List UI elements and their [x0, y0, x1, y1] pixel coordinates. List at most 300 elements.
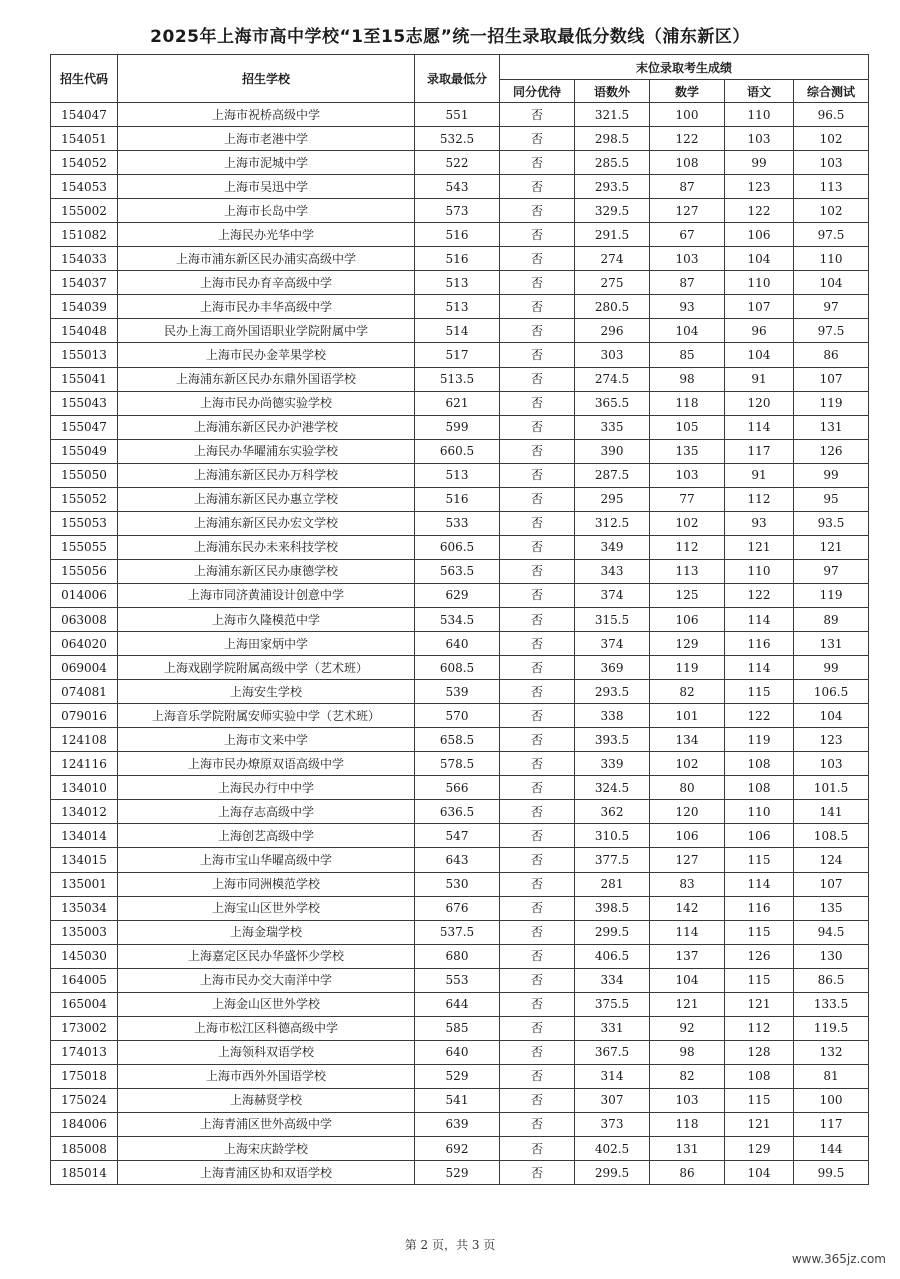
cell-math: 100	[650, 103, 725, 127]
cell-tie: 否	[500, 656, 575, 680]
cell-chinese: 115	[725, 968, 794, 992]
cell-code: 014006	[51, 583, 118, 607]
cell-yushuwai: 402.5	[575, 1137, 650, 1161]
cell-comprehensive: 107	[794, 367, 869, 391]
cell-min-score: 660.5	[415, 439, 500, 463]
cell-school: 上海市同洲模范学校	[118, 872, 415, 896]
cell-chinese: 121	[725, 535, 794, 559]
cell-school: 上海市民办丰华高级中学	[118, 295, 415, 319]
cell-comprehensive: 103	[794, 752, 869, 776]
cell-min-score: 534.5	[415, 607, 500, 631]
cell-school: 上海宝山区世外学校	[118, 896, 415, 920]
table-row	[51, 559, 869, 583]
table-row	[51, 199, 869, 223]
cell-code: 134015	[51, 848, 118, 872]
cell-code: 155013	[51, 343, 118, 367]
cell-school: 上海民办华曜浦东实验学校	[118, 439, 415, 463]
table-row	[51, 295, 869, 319]
cell-school: 上海市文来中学	[118, 728, 415, 752]
cell-tie: 否	[500, 151, 575, 175]
cell-min-score: 529	[415, 1064, 500, 1088]
cell-min-score: 692	[415, 1137, 500, 1161]
cell-math: 106	[650, 607, 725, 631]
table-row	[51, 487, 869, 511]
table-row	[51, 415, 869, 439]
cell-school: 上海浦东民办未来科技学校	[118, 535, 415, 559]
cell-code: 164005	[51, 968, 118, 992]
cell-school: 上海浦东新区民办东鼎外国语学校	[118, 367, 415, 391]
cell-tie: 否	[500, 704, 575, 728]
cell-min-score: 621	[415, 391, 500, 415]
table-row	[51, 920, 869, 944]
cell-tie: 否	[500, 247, 575, 271]
cell-code: 155049	[51, 439, 118, 463]
cell-min-score: 539	[415, 680, 500, 704]
cell-tie: 否	[500, 896, 575, 920]
cell-min-score: 585	[415, 1016, 500, 1040]
cell-tie: 否	[500, 776, 575, 800]
cell-tie: 否	[500, 824, 575, 848]
cell-code: 165004	[51, 992, 118, 1016]
cell-math: 134	[650, 728, 725, 752]
table-row	[51, 583, 869, 607]
cell-tie: 否	[500, 103, 575, 127]
cell-yushuwai: 331	[575, 1016, 650, 1040]
cell-school: 上海市吴迅中学	[118, 175, 415, 199]
cell-code: 069004	[51, 656, 118, 680]
header-chinese: 语文	[725, 80, 794, 103]
cell-chinese: 119	[725, 728, 794, 752]
cell-tie: 否	[500, 223, 575, 247]
cell-min-score: 658.5	[415, 728, 500, 752]
cell-chinese: 93	[725, 511, 794, 535]
cell-yushuwai: 398.5	[575, 896, 650, 920]
cell-comprehensive: 99	[794, 656, 869, 680]
cell-tie: 否	[500, 1016, 575, 1040]
cell-yushuwai: 274.5	[575, 367, 650, 391]
table-row	[51, 752, 869, 776]
cell-chinese: 115	[725, 920, 794, 944]
cell-min-score: 573	[415, 199, 500, 223]
cell-code: 064020	[51, 632, 118, 656]
cell-math: 122	[650, 127, 725, 151]
cell-school: 上海音乐学院附属安师实验中学（艺术班）	[118, 704, 415, 728]
cell-chinese: 115	[725, 848, 794, 872]
cell-chinese: 108	[725, 752, 794, 776]
table-row	[51, 151, 869, 175]
cell-tie: 否	[500, 487, 575, 511]
cell-school: 上海宋庆龄学校	[118, 1137, 415, 1161]
table-row	[51, 175, 869, 199]
cell-school: 上海青浦区协和双语学校	[118, 1161, 415, 1185]
table-row	[51, 632, 869, 656]
cell-yushuwai: 393.5	[575, 728, 650, 752]
cell-math: 85	[650, 343, 725, 367]
cell-chinese: 114	[725, 872, 794, 896]
cell-yushuwai: 343	[575, 559, 650, 583]
cell-min-score: 640	[415, 1040, 500, 1064]
cell-comprehensive: 130	[794, 944, 869, 968]
admission-score-table	[50, 54, 869, 1185]
header-yushuwai: 语数外	[575, 80, 650, 103]
cell-comprehensive: 81	[794, 1064, 869, 1088]
cell-math: 104	[650, 968, 725, 992]
cell-comprehensive: 123	[794, 728, 869, 752]
cell-school: 上海田家炳中学	[118, 632, 415, 656]
cell-math: 104	[650, 319, 725, 343]
header-comprehensive: 综合测试	[794, 80, 869, 103]
cell-tie: 否	[500, 1161, 575, 1185]
cell-min-score: 514	[415, 319, 500, 343]
table-row	[51, 1161, 869, 1185]
cell-yushuwai: 373	[575, 1112, 650, 1136]
cell-school: 上海市松江区科德高级中学	[118, 1016, 415, 1040]
table-row	[51, 944, 869, 968]
cell-school: 上海市长岛中学	[118, 199, 415, 223]
cell-min-score: 606.5	[415, 535, 500, 559]
cell-tie: 否	[500, 944, 575, 968]
cell-chinese: 114	[725, 656, 794, 680]
table-row	[51, 800, 869, 824]
cell-min-score: 636.5	[415, 800, 500, 824]
cell-min-score: 551	[415, 103, 500, 127]
cell-chinese: 114	[725, 607, 794, 631]
table-row	[51, 1016, 869, 1040]
cell-code: 155041	[51, 367, 118, 391]
cell-math: 120	[650, 800, 725, 824]
cell-code: 135003	[51, 920, 118, 944]
cell-yushuwai: 374	[575, 583, 650, 607]
cell-comprehensive: 104	[794, 271, 869, 295]
cell-yushuwai: 315.5	[575, 607, 650, 631]
cell-tie: 否	[500, 1137, 575, 1161]
cell-comprehensive: 97.5	[794, 319, 869, 343]
cell-school: 上海民办光华中学	[118, 223, 415, 247]
cell-school: 上海浦东新区民办万科学校	[118, 463, 415, 487]
cell-comprehensive: 101.5	[794, 776, 869, 800]
cell-chinese: 104	[725, 247, 794, 271]
cell-math: 103	[650, 463, 725, 487]
cell-code: 154037	[51, 271, 118, 295]
cell-yushuwai: 299.5	[575, 920, 650, 944]
table-row	[51, 223, 869, 247]
table-row	[51, 1040, 869, 1064]
cell-comprehensive: 86	[794, 343, 869, 367]
cell-comprehensive: 119	[794, 583, 869, 607]
cell-math: 112	[650, 535, 725, 559]
cell-comprehensive: 86.5	[794, 968, 869, 992]
cell-school: 上海浦东新区民办宏文学校	[118, 511, 415, 535]
cell-comprehensive: 126	[794, 439, 869, 463]
cell-math: 82	[650, 680, 725, 704]
cell-tie: 否	[500, 175, 575, 199]
cell-tie: 否	[500, 1088, 575, 1112]
cell-school: 上海市祝桥高级中学	[118, 103, 415, 127]
cell-school: 上海浦东新区民办康德学校	[118, 559, 415, 583]
cell-comprehensive: 133.5	[794, 992, 869, 1016]
cell-comprehensive: 102	[794, 199, 869, 223]
cell-math: 142	[650, 896, 725, 920]
cell-min-score: 533	[415, 511, 500, 535]
cell-comprehensive: 97.5	[794, 223, 869, 247]
cell-chinese: 99	[725, 151, 794, 175]
cell-code: 134010	[51, 776, 118, 800]
cell-chinese: 114	[725, 415, 794, 439]
cell-school: 上海安生学校	[118, 680, 415, 704]
cell-math: 87	[650, 271, 725, 295]
cell-min-score: 541	[415, 1088, 500, 1112]
table-row	[51, 439, 869, 463]
cell-math: 77	[650, 487, 725, 511]
cell-yushuwai: 406.5	[575, 944, 650, 968]
cell-chinese: 107	[725, 295, 794, 319]
cell-tie: 否	[500, 415, 575, 439]
cell-math: 102	[650, 752, 725, 776]
cell-chinese: 108	[725, 776, 794, 800]
cell-chinese: 96	[725, 319, 794, 343]
cell-school: 上海浦东新区民办惠立学校	[118, 487, 415, 511]
cell-code: 154052	[51, 151, 118, 175]
cell-comprehensive: 121	[794, 535, 869, 559]
cell-tie: 否	[500, 728, 575, 752]
cell-math: 82	[650, 1064, 725, 1088]
cell-math: 121	[650, 992, 725, 1016]
cell-comprehensive: 99	[794, 463, 869, 487]
cell-min-score: 513	[415, 271, 500, 295]
cell-tie: 否	[500, 607, 575, 631]
cell-chinese: 104	[725, 1161, 794, 1185]
cell-code: 154039	[51, 295, 118, 319]
cell-math: 103	[650, 247, 725, 271]
cell-chinese: 110	[725, 103, 794, 127]
table-row	[51, 1137, 869, 1161]
cell-min-score: 516	[415, 487, 500, 511]
cell-comprehensive: 117	[794, 1112, 869, 1136]
page-footer: 第 2 页，共 3 页	[404, 1238, 496, 1252]
cell-yushuwai: 293.5	[575, 680, 650, 704]
cell-min-score: 680	[415, 944, 500, 968]
cell-code: 135001	[51, 872, 118, 896]
cell-math: 125	[650, 583, 725, 607]
cell-code: 155050	[51, 463, 118, 487]
cell-code: 155055	[51, 535, 118, 559]
cell-code: 124108	[51, 728, 118, 752]
table-row	[51, 511, 869, 535]
cell-min-score: 553	[415, 968, 500, 992]
cell-code: 173002	[51, 1016, 118, 1040]
cell-tie: 否	[500, 752, 575, 776]
cell-tie: 否	[500, 1064, 575, 1088]
cell-comprehensive: 94.5	[794, 920, 869, 944]
cell-tie: 否	[500, 848, 575, 872]
cell-math: 118	[650, 1112, 725, 1136]
cell-comprehensive: 113	[794, 175, 869, 199]
cell-school: 上海嘉定区民办华盛怀少学校	[118, 944, 415, 968]
cell-code: 155053	[51, 511, 118, 535]
cell-math: 119	[650, 656, 725, 680]
cell-chinese: 106	[725, 824, 794, 848]
cell-comprehensive: 99.5	[794, 1161, 869, 1185]
cell-chinese: 115	[725, 1088, 794, 1112]
cell-tie: 否	[500, 343, 575, 367]
cell-school: 上海赫贤学校	[118, 1088, 415, 1112]
cell-yushuwai: 303	[575, 343, 650, 367]
cell-math: 98	[650, 367, 725, 391]
cell-school: 上海金瑞学校	[118, 920, 415, 944]
cell-code: 174013	[51, 1040, 118, 1064]
table-row	[51, 1088, 869, 1112]
cell-code: 134014	[51, 824, 118, 848]
cell-tie: 否	[500, 127, 575, 151]
cell-comprehensive: 100	[794, 1088, 869, 1112]
table-row	[51, 607, 869, 631]
cell-comprehensive: 131	[794, 632, 869, 656]
cell-chinese: 112	[725, 487, 794, 511]
cell-yushuwai: 281	[575, 872, 650, 896]
cell-chinese: 108	[725, 1064, 794, 1088]
cell-min-score: 644	[415, 992, 500, 1016]
cell-tie: 否	[500, 920, 575, 944]
cell-school: 上海市民办燎原双语高级中学	[118, 752, 415, 776]
cell-comprehensive: 110	[794, 247, 869, 271]
cell-chinese: 129	[725, 1137, 794, 1161]
cell-comprehensive: 97	[794, 559, 869, 583]
cell-tie: 否	[500, 1112, 575, 1136]
cell-math: 131	[650, 1137, 725, 1161]
cell-school: 上海戏剧学院附属高级中学（艺术班）	[118, 656, 415, 680]
cell-comprehensive: 107	[794, 872, 869, 896]
cell-chinese: 110	[725, 559, 794, 583]
cell-min-score: 517	[415, 343, 500, 367]
cell-chinese: 91	[725, 367, 794, 391]
cell-yushuwai: 377.5	[575, 848, 650, 872]
cell-tie: 否	[500, 632, 575, 656]
cell-tie: 否	[500, 271, 575, 295]
cell-tie: 否	[500, 1040, 575, 1064]
table-row	[51, 391, 869, 415]
cell-comprehensive: 124	[794, 848, 869, 872]
page-title: 2025年上海市高中学校“1至15志愿”统一招生录取最低分数线（浦东新区）	[150, 27, 750, 47]
cell-chinese: 115	[725, 680, 794, 704]
table-row	[51, 367, 869, 391]
cell-code: 185008	[51, 1137, 118, 1161]
cell-yushuwai: 349	[575, 535, 650, 559]
cell-chinese: 91	[725, 463, 794, 487]
cell-yushuwai: 296	[575, 319, 650, 343]
cell-comprehensive: 95	[794, 487, 869, 511]
cell-min-score: 543	[415, 175, 500, 199]
cell-math: 102	[650, 511, 725, 535]
cell-school: 上海市宝山华曜高级中学	[118, 848, 415, 872]
cell-chinese: 116	[725, 896, 794, 920]
cell-min-score: 570	[415, 704, 500, 728]
cell-chinese: 128	[725, 1040, 794, 1064]
table-row	[51, 872, 869, 896]
cell-math: 98	[650, 1040, 725, 1064]
cell-yushuwai: 339	[575, 752, 650, 776]
cell-yushuwai: 335	[575, 415, 650, 439]
cell-tie: 否	[500, 968, 575, 992]
cell-min-score: 530	[415, 872, 500, 896]
cell-school: 上海市浦东新区民办浦实高级中学	[118, 247, 415, 271]
cell-min-score: 629	[415, 583, 500, 607]
table-row	[51, 728, 869, 752]
cell-yushuwai: 374	[575, 632, 650, 656]
table-row	[51, 992, 869, 1016]
cell-school: 上海市民办金苹果学校	[118, 343, 415, 367]
cell-code: 175018	[51, 1064, 118, 1088]
cell-min-score: 513	[415, 295, 500, 319]
cell-math: 129	[650, 632, 725, 656]
cell-code: 063008	[51, 607, 118, 631]
cell-tie: 否	[500, 680, 575, 704]
cell-math: 93	[650, 295, 725, 319]
cell-school: 上海市泥城中学	[118, 151, 415, 175]
cell-school: 上海浦东新区民办沪港学校	[118, 415, 415, 439]
cell-yushuwai: 362	[575, 800, 650, 824]
cell-math: 108	[650, 151, 725, 175]
cell-comprehensive: 119	[794, 391, 869, 415]
cell-math: 80	[650, 776, 725, 800]
cell-code: 154048	[51, 319, 118, 343]
cell-tie: 否	[500, 463, 575, 487]
cell-code: 155052	[51, 487, 118, 511]
cell-school: 上海领科双语学校	[118, 1040, 415, 1064]
cell-code: 134012	[51, 800, 118, 824]
table-row	[51, 968, 869, 992]
cell-code: 155002	[51, 199, 118, 223]
cell-chinese: 106	[725, 223, 794, 247]
cell-chinese: 110	[725, 800, 794, 824]
cell-chinese: 116	[725, 632, 794, 656]
cell-yushuwai: 334	[575, 968, 650, 992]
cell-yushuwai: 367.5	[575, 1040, 650, 1064]
cell-chinese: 122	[725, 704, 794, 728]
cell-code: 155056	[51, 559, 118, 583]
cell-math: 83	[650, 872, 725, 896]
cell-school: 上海市同济黄浦设计创意中学	[118, 583, 415, 607]
cell-comprehensive: 132	[794, 1040, 869, 1064]
cell-yushuwai: 314	[575, 1064, 650, 1088]
cell-tie: 否	[500, 439, 575, 463]
table-row	[51, 463, 869, 487]
cell-yushuwai: 329.5	[575, 199, 650, 223]
cell-yushuwai: 280.5	[575, 295, 650, 319]
table-row	[51, 704, 869, 728]
cell-yushuwai: 287.5	[575, 463, 650, 487]
cell-code: 124116	[51, 752, 118, 776]
cell-tie: 否	[500, 367, 575, 391]
table-row	[51, 343, 869, 367]
cell-code: 074081	[51, 680, 118, 704]
cell-school: 上海青浦区世外高级中学	[118, 1112, 415, 1136]
cell-chinese: 104	[725, 343, 794, 367]
table-row	[51, 896, 869, 920]
cell-chinese: 121	[725, 992, 794, 1016]
cell-chinese: 122	[725, 199, 794, 223]
cell-min-score: 529	[415, 1161, 500, 1185]
cell-math: 114	[650, 920, 725, 944]
cell-code: 154047	[51, 103, 118, 127]
table-row	[51, 1064, 869, 1088]
cell-code: 185014	[51, 1161, 118, 1185]
cell-math: 101	[650, 704, 725, 728]
cell-tie: 否	[500, 511, 575, 535]
cell-yushuwai: 298.5	[575, 127, 650, 151]
cell-yushuwai: 275	[575, 271, 650, 295]
cell-min-score: 608.5	[415, 656, 500, 680]
cell-chinese: 120	[725, 391, 794, 415]
